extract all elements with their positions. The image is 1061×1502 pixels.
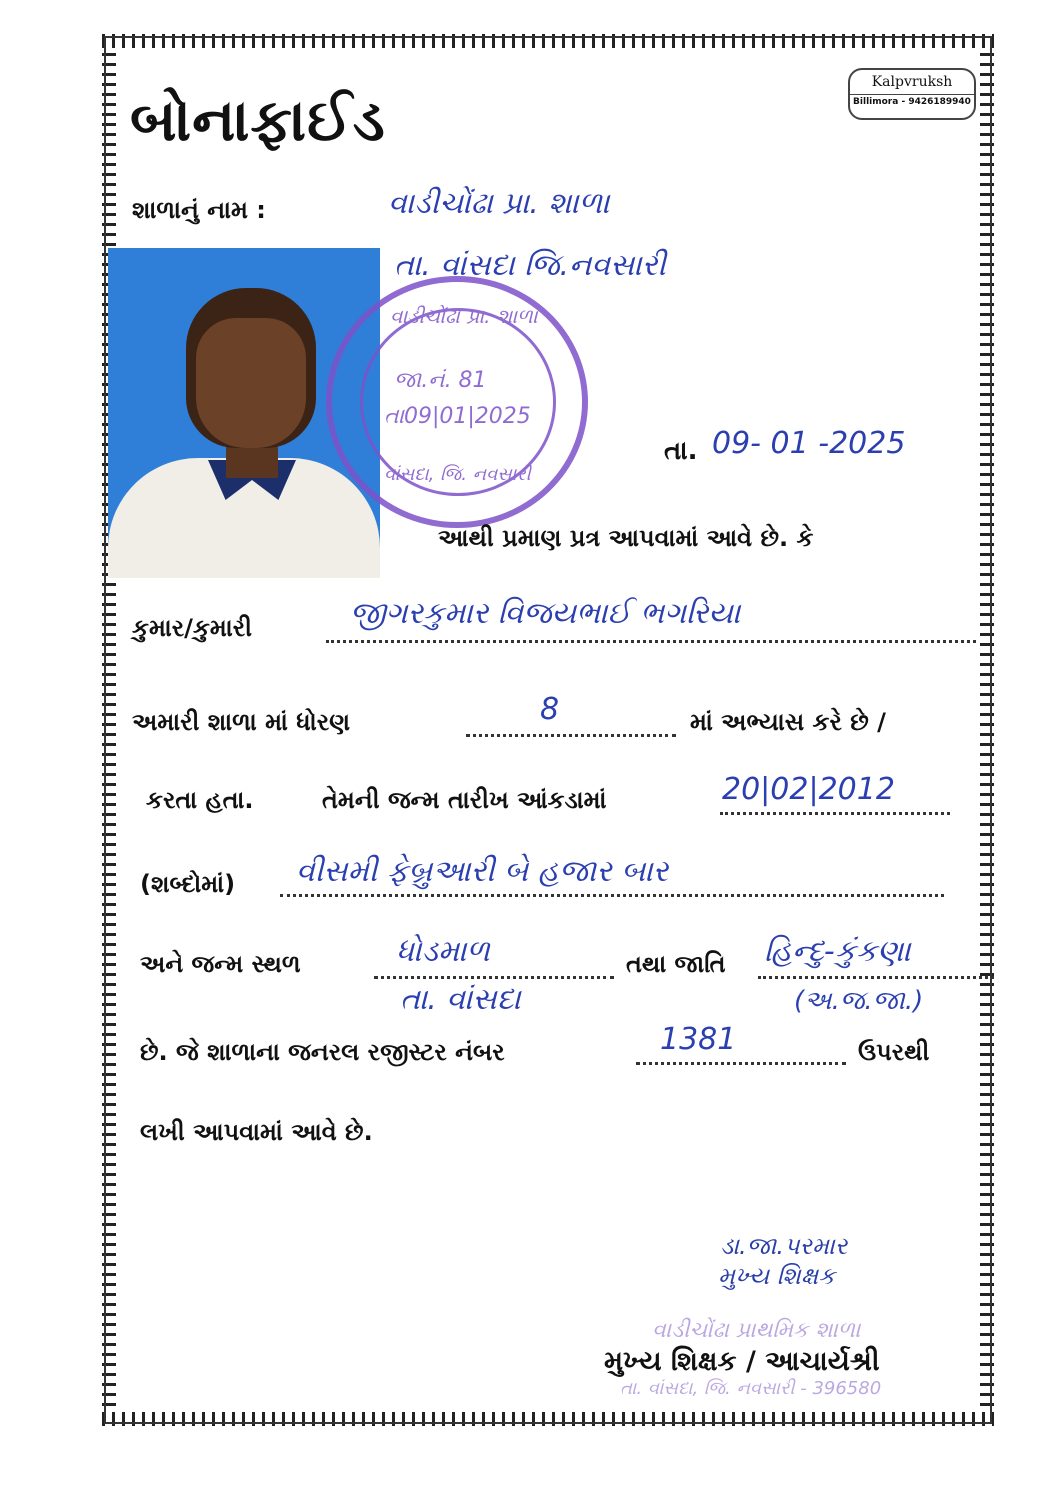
was-studying-label: કરતા હતા. <box>146 786 254 814</box>
register-line <box>636 1062 846 1065</box>
dob-line <box>720 812 950 815</box>
date-handwritten: 09- 01 -2025 <box>712 426 906 461</box>
certify-text: આથી પ્રમાણ પ્રત્ર આપવામાં આવે છે. કે <box>438 524 814 552</box>
signatory-title-stamp: મુખ્ય શિક્ષક <box>718 1262 836 1290</box>
school-address-handwritten: તા. વાંસદા જિ.નવસારી <box>394 248 666 283</box>
school-label: શાળાનું નામ : <box>132 196 266 224</box>
page-title: બોનાફાઈડ <box>130 86 386 154</box>
standard-suffix: માં અભ્યાસ કરે છે / <box>690 708 886 736</box>
standard-handwritten: 8 <box>540 692 560 727</box>
dob-words-handwritten: વીસમી ફેબ્રુઆરી બે હજાર બાર <box>296 854 669 889</box>
student-name-handwritten: જીગરકુમાર વિજયભાઈ ભગરિયા <box>350 596 741 631</box>
caste-line <box>758 976 994 979</box>
birthplace-taluka-handwritten: તા. વાંસદા <box>400 982 521 1017</box>
school-stamp-line2: તા. વાંસદા, જિ. નવસારી - 396580 <box>620 1378 882 1399</box>
logo-name: Kalpvruksh <box>871 74 953 90</box>
seal-line2: જા.નં. 81 <box>394 368 487 393</box>
register-suffix: ઉપરથી <box>858 1038 930 1066</box>
school-name-handwritten: વાડીચોંઢા પ્રા. શાળા <box>388 186 610 221</box>
register-number-handwritten: 1381 <box>660 1022 737 1057</box>
words-label: (શબ્દોમાં) <box>140 870 236 898</box>
standard-line <box>466 734 676 737</box>
dob-handwritten: 20|02|2012 <box>722 772 895 807</box>
caste-label: તથા જાતિ <box>626 950 726 978</box>
logo-sub: Billimora - 9426189940 <box>850 94 974 107</box>
birthplace-line <box>374 976 614 979</box>
birthplace-handwritten: ધોડમાળ <box>396 934 490 969</box>
signature-label: મુખ્ય શિક્ષક / આચાર્યશ્રી <box>604 1346 880 1377</box>
publisher-logo <box>848 68 976 120</box>
standard-label: અમારી શાળા માં ધોરણ <box>132 708 351 736</box>
seal-line4: વાંસદા, જિ. નવસારી <box>384 464 531 485</box>
birthplace-label: અને જન્મ સ્થળ <box>140 950 301 978</box>
dob-label: તેમની જન્મ તારીખ આંકડામાં <box>322 786 607 814</box>
date-label: તા. <box>664 436 698 466</box>
seal-line3: તા09|01|2025 <box>384 404 531 429</box>
student-label: કુમાર/કુમારી <box>132 614 252 642</box>
school-stamp-line1: વાડીચોંઢા પ્રાથમિક શાળા <box>652 1318 861 1343</box>
caste-handwritten: હિન્દુ-કુંકણા <box>764 934 911 969</box>
seal-line1: વાડીચોંઢા પ્રા. શાળા <box>390 304 538 328</box>
words-line <box>280 894 944 897</box>
student-line <box>326 640 976 643</box>
school-seal <box>326 276 588 528</box>
closing-text: લખી આપવામાં આવે છે. <box>140 1118 373 1146</box>
caste-category-handwritten: (અ.જ.જા.) <box>794 986 924 1016</box>
register-label: છે. જે શાળાના જનરલ રજીસ્ટર નંબર <box>140 1038 505 1066</box>
signatory-name-handwritten: ડા.જા.પરમાર <box>720 1232 848 1260</box>
